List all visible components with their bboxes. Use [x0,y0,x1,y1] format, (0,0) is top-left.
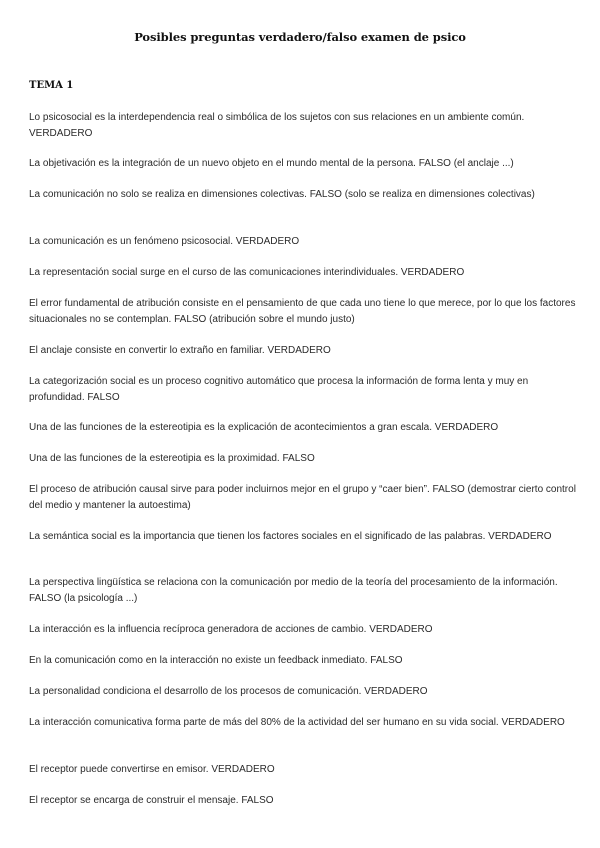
statement-item: La categorización social es un proceso cognitivo automático que procesa la información de forma lenta y muy en profundidad. FALSO [29,376,529,403]
statement-item: La interacción es la influencia recíproca generadora de acciones de cambio. VERDADERO [29,624,433,635]
statement-item: La interacción comunicativa forma parte de más del 80% de la actividad del ser humano en su vida social. VERDADERO [29,717,565,728]
statement-item: El anclaje consiste en convertir lo extraño en familiar. VERDADERO [29,345,331,356]
statement-item: El receptor se encarga de construir el mensaje. FALSO [29,795,274,806]
statement-item: Una de las funciones de la estereotipia es la proximidad. FALSO [29,453,315,464]
statement-item: La perspectiva lingüística se relaciona con la comunicación por medio de la teoría del procesamiento de la información. FALSO (la psicología ...) [29,577,558,604]
statement-item: El error fundamental de atribución consiste en el pensamiento de que cada uno tiene lo que merece, por lo que los factores situacionales no se contemplan. FALSO (atribución sobre el mundo justo) [29,298,576,325]
statement-item: La semántica social es la importancia que tienen los factores sociales en el significado de las palabras. VERDADERO [29,531,552,542]
statement-item: Lo psicosocial es la interdependencia real o simbólica de los sujetos con sus relaciones en un ambiente común. VERDADERO [29,112,525,139]
statement-item: En la comunicación como en la interacción no existe un feedback inmediato. FALSO [29,655,403,666]
section-heading: TEMA 1 [29,80,74,91]
statement-item: La comunicación es un fenómeno psicosocial. VERDADERO [29,236,300,247]
statement-item: La representación social surge en el curso de las comunicaciones interindividuales. VERDADERO [29,267,465,278]
statement-item: El receptor puede convertirse en emisor. VERDADERO [29,764,275,775]
statement-item: La comunicación no solo se realiza en dimensiones colectivas. FALSO (solo se realiza en dimensiones colectivas) [29,189,535,200]
statement-item: El proceso de atribución causal sirve para poder incluirnos mejor en el grupo y “caer bien”. FALSO (demostrar cierto control del medio y mantener la autoestima) [29,484,576,511]
statement-item: La personalidad condiciona el desarrollo de los procesos de comunicación. VERDADERO [29,686,428,697]
statement-item: La objetivación es la integración de un nuevo objeto en el mundo mental de la persona. FALSO (el anclaje ...) [29,158,514,169]
statement-item: Una de las funciones de la estereotipia es la explicación de acontecimientos a gran escala. VERDADERO [29,422,499,433]
page-title: Posibles preguntas verdadero/falso examen de psico [134,30,466,44]
